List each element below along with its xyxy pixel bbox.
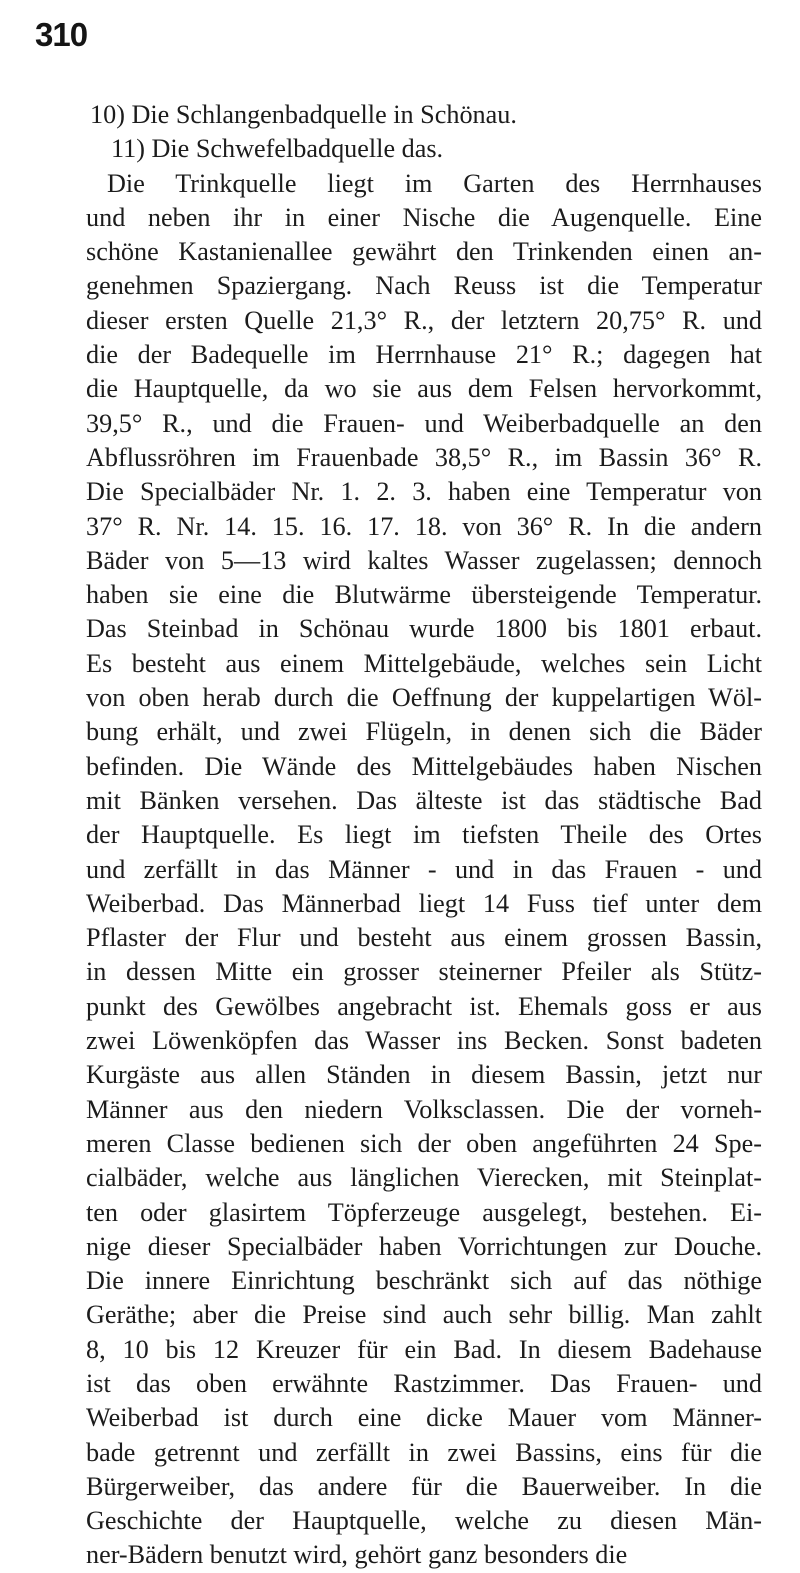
text-line: Die innere Einrichtung beschränkt sich auf das nöthige	[86, 1266, 762, 1296]
text-line: meren Classe bedienen sich der oben angeführten 24 Spe-	[86, 1128, 762, 1158]
text-line: Bäder von 5—13 wird kaltes Wasser zugelassen; dennoch	[86, 545, 762, 575]
text-line: 10) Die Schlangenbadquelle in Schönau.	[90, 100, 517, 129]
text-line: Pflaster der Flur und besteht aus einem grossen Bassin,	[86, 923, 762, 953]
body-text	[86, 98, 762, 1573]
text-line: in dessen Mitte ein grosser steinerner Pfeiler als Stütz-	[86, 957, 762, 987]
text-line: die der Badequelle im Herrnhause 21° R.; dagegen hat	[86, 340, 762, 370]
text-line: Geräthe; aber die Preise sind auch sehr billig. Man zahlt	[86, 1300, 762, 1330]
text-line: genehmen Spaziergang. Nach Reuss ist die Temperatur	[86, 271, 762, 301]
text-line: ner-Bädern benutzt wird, gehört ganz besonders die	[86, 1540, 628, 1570]
text-line: schöne Kastanienallee gewährt den Trinkenden einen an-	[86, 237, 762, 267]
text-line: der Hauptquelle. Es liegt im tiefsten Theile des Ortes	[86, 820, 762, 850]
text-line: bung erhält, und zwei Flügeln, in denen sich die Bäder	[86, 717, 762, 747]
text-line: die Hauptquelle, da wo sie aus dem Felsen hervorkommt,	[86, 374, 762, 404]
text-line: punkt des Gewölbes angebracht ist. Ehemals goss er aus	[86, 991, 762, 1021]
text-line: 39,5° R., und die Frauen- und Weiberbadquelle an den	[86, 408, 762, 438]
page-number: 310	[35, 16, 88, 53]
text-line: Männer aus den niedern Volksclassen. Die der vorneh-	[86, 1094, 762, 1124]
text-line: 11) Die Schwefelbadquelle das.	[111, 134, 444, 164]
text-line: Die Trinkquelle liegt im Garten des Herrnhauses	[107, 168, 762, 198]
text-line: zwei Löwenköpfen das Wasser ins Becken. Sonst badeten	[86, 1026, 762, 1056]
text-line: befinden. Die Wände des Mittelgebäudes haben Nischen	[86, 751, 762, 781]
text-line: Abflussröhren im Frauenbade 38,5° R., im Bassin 36° R.	[86, 442, 762, 472]
text-line: Weiberbad. Das Männerbad liegt 14 Fuss tief unter dem	[86, 888, 762, 918]
text-line: Bürgerweiber, das andere für die Bauerweiber. In die	[86, 1471, 762, 1501]
text-line: haben sie eine die Blutwärme übersteigende Temperatur.	[86, 580, 762, 610]
text-line: Kurgäste aus allen Ständen in diesem Bassin, jetzt nur	[86, 1060, 762, 1090]
text-line: 8, 10 bis 12 Kreuzer für ein Bad. In diesem Badehause	[86, 1334, 762, 1364]
text-line: Geschichte der Hauptquelle, welche zu diesen Män-	[86, 1506, 762, 1536]
text-line: und neben ihr in einer Nische die Augenquelle. Eine	[86, 202, 762, 232]
text-line: 37° R. Nr. 14. 15. 16. 17. 18. von 36° R. In die andern	[86, 511, 762, 541]
text-line: Es besteht aus einem Mittelgebäude, welches sein Licht	[86, 648, 762, 678]
text-line: Das Steinbad in Schönau wurde 1800 bis 1801 erbaut.	[86, 614, 762, 644]
text-line: und zerfällt in das Männer - und in das Frauen - und	[86, 854, 762, 884]
text-line: ten oder glasirtem Töpferzeuge ausgelegt, bestehen. Ei-	[86, 1197, 762, 1227]
text-line: von oben herab durch die Oeffnung der kuppelartigen Wöl-	[86, 683, 762, 713]
text-line: bade getrennt und zerfällt in zwei Bassins, eins für die	[86, 1437, 762, 1467]
text-line: Weiberbad ist durch eine dicke Mauer vom Männer-	[86, 1403, 762, 1433]
text-line: Die Specialbäder Nr. 1. 2. 3. haben eine Temperatur von	[86, 477, 762, 507]
text-line: ist das oben erwähnte Rastzimmer. Das Frauen- und	[86, 1368, 762, 1398]
text-line: mit Bänken versehen. Das älteste ist das städtische Bad	[86, 785, 762, 815]
text-line: cialbäder, welche aus länglichen Vierecken, mit Steinplat-	[86, 1163, 762, 1193]
text-line: nige dieser Specialbäder haben Vorrichtungen zur Douche.	[86, 1231, 762, 1261]
text-line: dieser ersten Quelle 21,3° R., der letztern 20,75° R. und	[86, 305, 762, 335]
